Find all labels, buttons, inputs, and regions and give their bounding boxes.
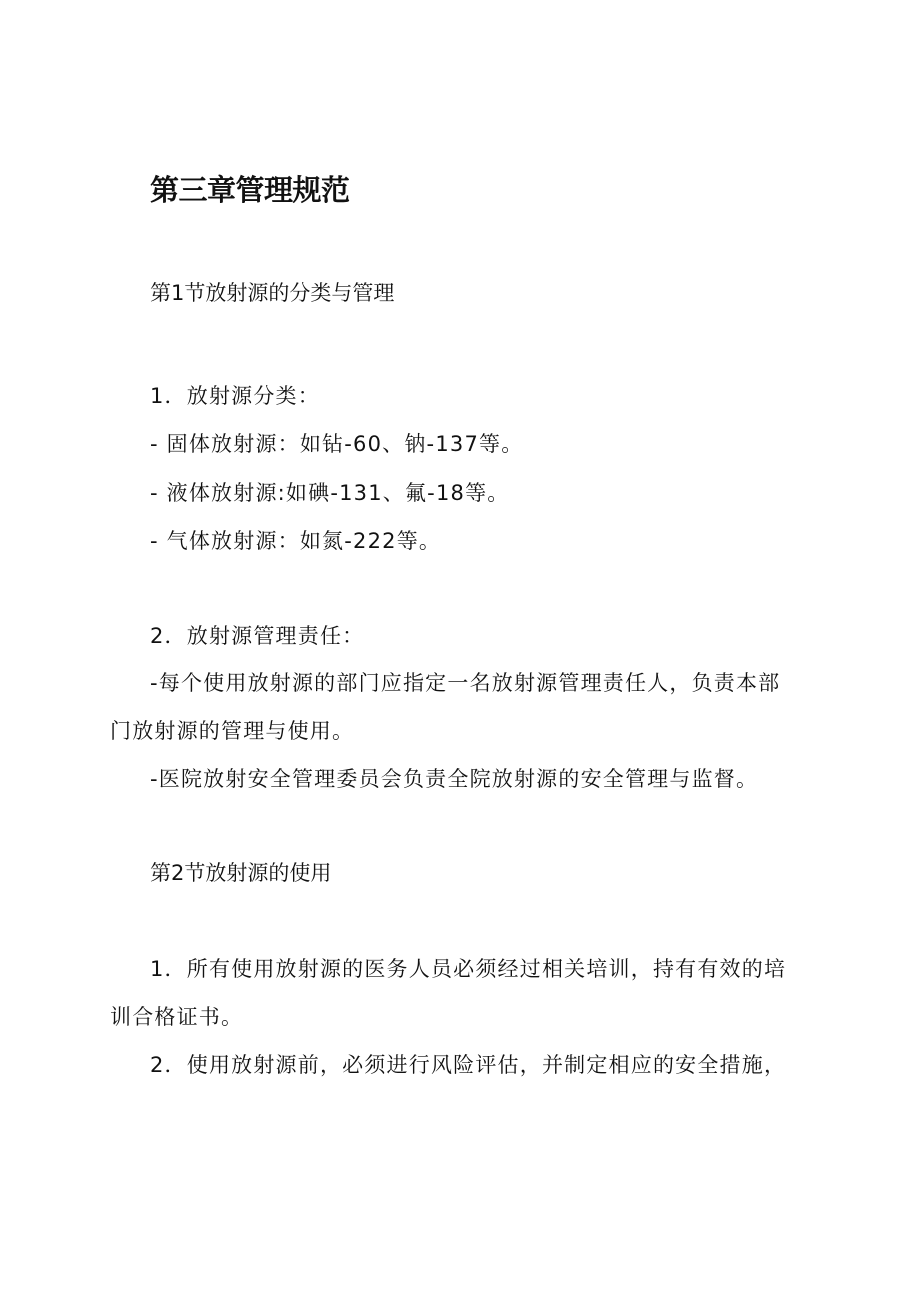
responsibility-paragraph-1-line-2: 门放射源的管理与使用。	[110, 719, 355, 743]
bullet-solid-sources: - 固体放射源：如钻-60、钠-137等。	[150, 432, 524, 456]
responsibility-paragraph-1-line-1: -每个使用放射源的部门应指定一名放射源管理责任人，负责本部	[150, 671, 781, 695]
usage-item-2-line-1: 2．使用放射源前，必须进行风险评估，并制定相应的安全措施，	[150, 1053, 787, 1077]
section-1-item-1-heading: 1．放射源分类：	[150, 384, 320, 408]
section-1-item-2-heading: 2．放射源管理责任：	[150, 624, 365, 648]
chapter-title: 第三章管理规范	[150, 173, 350, 207]
usage-item-1-line-1: 1．所有使用放射源的医务人员必须经过相关培训，持有有效的培	[150, 957, 787, 981]
bullet-liquid-sources: - 液体放射源:如碘-131、氟-18等。	[150, 481, 510, 505]
bullet-gas-sources: - 气体放射源：如氮-222等。	[150, 529, 442, 553]
section-1-title: 第1节放射源的分类与管理	[150, 281, 395, 305]
section-2-title: 第2节放射源的使用	[150, 861, 332, 885]
usage-item-1-line-2: 训合格证书。	[110, 1005, 244, 1029]
responsibility-paragraph-2: -医院放射安全管理委员会负责全院放射源的安全管理与监督。	[150, 767, 759, 791]
